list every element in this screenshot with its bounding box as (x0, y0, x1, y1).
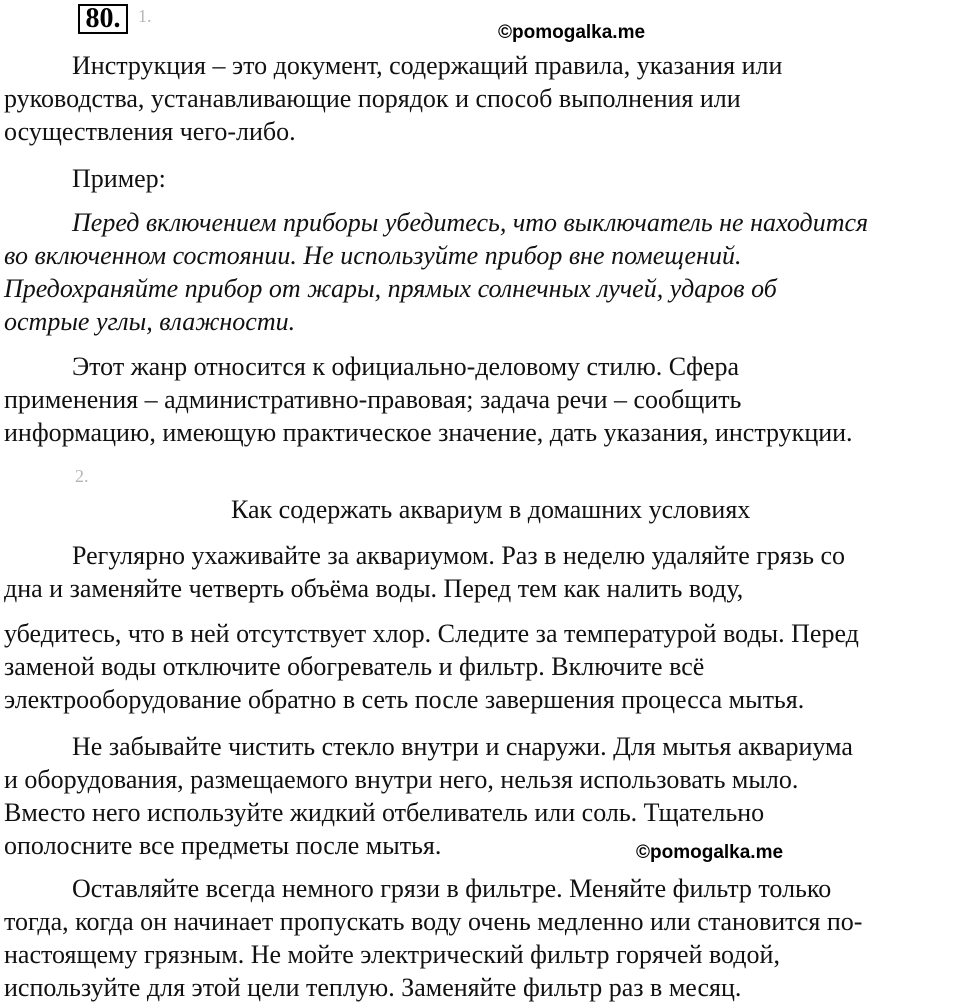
paragraph-line: Регулярно ухаживайте за аквариумом. Раз в неделю удаляйте грязь со (72, 541, 846, 570)
paragraph-line: и оборудования, размещаемого внутри него, нельзя использовать мыло. (4, 765, 799, 794)
paragraph-line: используйте для этой цели теплую. Заменяйте фильтр раз в месяц. (4, 973, 742, 1002)
part-number-1: 1. (138, 6, 152, 26)
watermark: ©pomogalka.me (636, 842, 784, 863)
example-line: во включенном состоянии. Не используйте прибор вне помещений. (4, 241, 742, 270)
paragraph-line: убедитесь, что в ней отсутствует хлор. Следите за температурой воды. Перед (4, 619, 859, 648)
definition-line: осуществления чего-либо. (4, 117, 296, 146)
paragraph-line: заменой воды отключите обогреватель и фильтр. Включите всё (4, 652, 705, 681)
paragraph-line: Не забывайте чистить стекло внутри и снаружи. Для мытья аквариума (72, 732, 853, 761)
paragraph-line: ополосните все предметы после мытья. (4, 831, 442, 860)
example-label: Пример: (72, 164, 166, 193)
paragraph-line: электрооборудование обратно в сеть после завершения процесса мытья. (4, 685, 805, 714)
example-line: Предохраняйте прибор от жары, прямых солнечных лучей, ударов об (4, 274, 777, 303)
section-title: Как содержать аквариум в домашних условиях (231, 495, 751, 524)
style-note-line: применения – административно-правовая; задача речи – сообщить (4, 385, 742, 414)
paragraph-line: дна и заменяйте четверть объёма воды. Перед тем как налить воду, (4, 574, 744, 603)
example-line: острые углы, влажности. (4, 307, 296, 336)
paragraph-line: настоящему грязным. Не мойте электрический фильтр горячей водой, (4, 940, 780, 969)
exercise-number: 80. (78, 4, 128, 34)
definition-line: Инструкция – это документ, содержащий правила, указания или (72, 51, 783, 80)
paragraph-line: Вместо него используйте жидкий отбеливатель или соль. Тщательно (4, 798, 765, 827)
style-note-line: Этот жанр относится к официально-деловому стилю. Сфера (72, 352, 740, 381)
part-number-2: 2. (75, 466, 89, 486)
example-line: Перед включением приборы убедитесь, что выключатель не находится (72, 208, 869, 237)
paragraph-line: Оставляйте всегда немного грязи в фильтре. Меняйте фильтр только (72, 874, 832, 903)
definition-line: руководства, устанавливающие порядок и способ выполнения или (4, 84, 741, 113)
watermark: ©pomogalka.me (498, 22, 646, 43)
paragraph-line: тогда, когда он начинает пропускать воду очень медленно или становится по- (4, 907, 863, 936)
style-note-line: информацию, имеющую практическое значение, дать указания, инструкции. (4, 418, 853, 447)
